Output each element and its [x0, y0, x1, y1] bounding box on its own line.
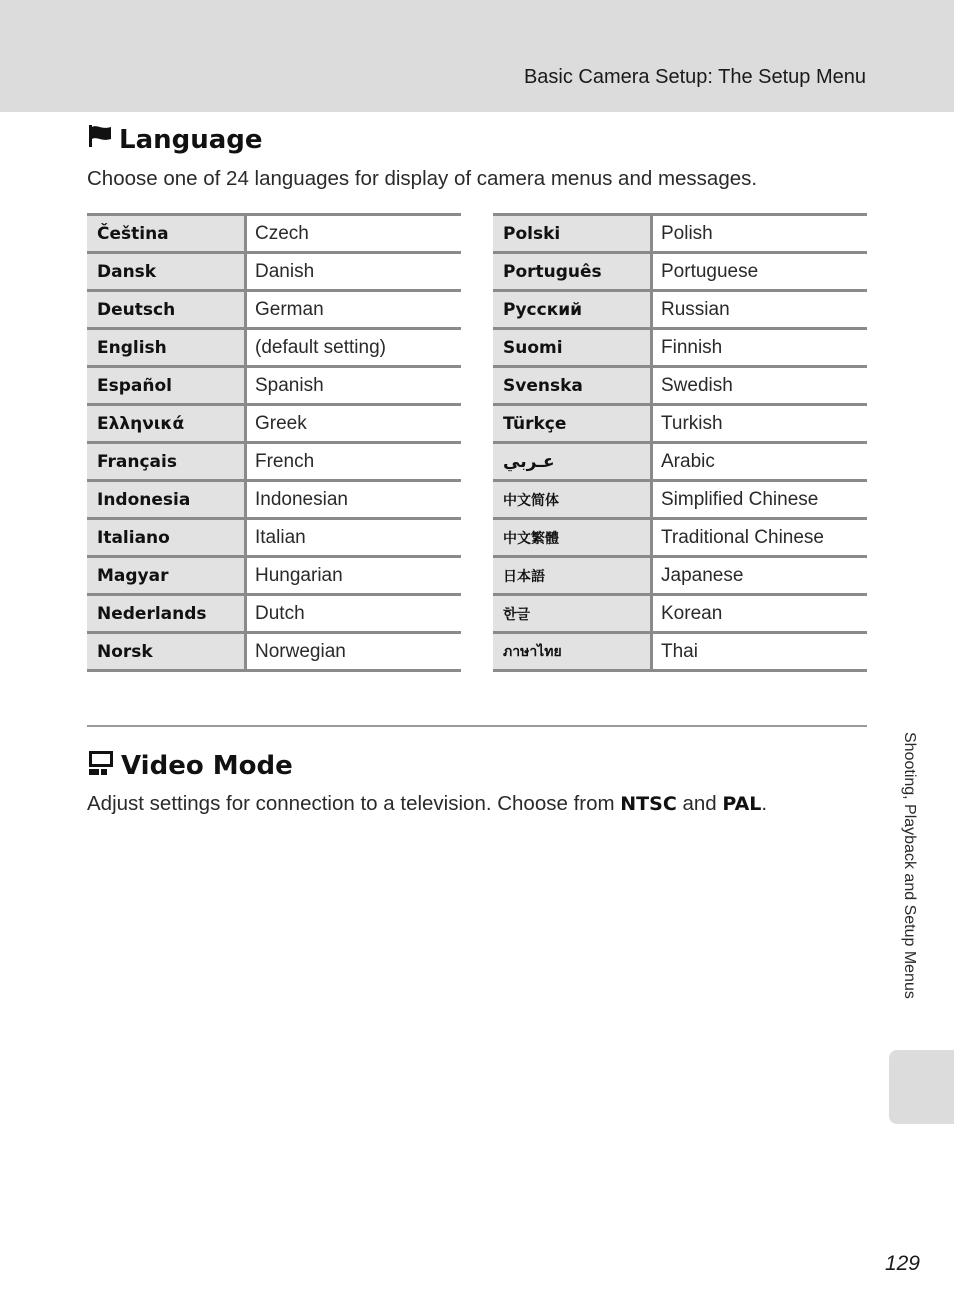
english-language-name: Japanese	[661, 564, 744, 586]
table-row	[87, 254, 461, 292]
video-mode-heading	[87, 748, 293, 783]
table-row	[87, 520, 461, 558]
native-language-name: Deutsch	[87, 292, 247, 327]
side-chapter-label: Shooting, Playback and Setup Menus	[901, 732, 918, 999]
english-language-name: Russian	[661, 298, 730, 320]
native-language-name: Türkçe	[493, 406, 653, 441]
english-language-name: Danish	[255, 260, 315, 282]
english-language-name: Traditional Chinese	[661, 526, 824, 548]
language-flag-icon	[87, 124, 113, 155]
section-divider	[87, 725, 867, 727]
video-mode-description	[87, 792, 767, 816]
side-chapter-tab	[889, 1050, 954, 1124]
native-language-name: Français	[87, 444, 247, 479]
native-language-name: عـربي	[493, 444, 653, 479]
native-language-name: Español	[87, 368, 247, 403]
video-desc-suffix: .	[761, 792, 768, 815]
english-language-name: (default setting)	[255, 336, 386, 358]
native-language-name: Magyar	[87, 558, 247, 593]
table-row	[87, 558, 461, 596]
english-language-name: Hungarian	[255, 564, 343, 586]
table-row	[493, 558, 867, 596]
english-language-name: Polish	[661, 222, 713, 244]
english-language-name: Norwegian	[255, 640, 346, 662]
table-row	[87, 330, 461, 368]
language-heading	[87, 124, 263, 155]
english-language-name: Indonesian	[255, 488, 348, 510]
native-language-name: Português	[493, 254, 653, 289]
native-language-name: Nederlands	[87, 596, 247, 631]
table-row	[87, 596, 461, 634]
video-desc-prefix: Adjust settings for connection to a television. Choose from	[87, 792, 621, 815]
english-language-name: Spanish	[255, 374, 324, 396]
native-language-name: 한글	[493, 596, 653, 631]
table-row	[493, 216, 867, 254]
native-language-name: Čeština	[87, 216, 247, 251]
video-mode-tv-icon	[87, 748, 115, 783]
table-row	[87, 292, 461, 330]
table-row	[493, 254, 867, 292]
table-row	[87, 406, 461, 444]
english-language-name: Thai	[661, 640, 698, 662]
english-language-name: German	[255, 298, 324, 320]
table-row	[87, 368, 461, 406]
native-language-name: Ελληνικά	[87, 406, 247, 441]
native-language-name: Polski	[493, 216, 653, 251]
page-number: 129	[884, 1252, 920, 1275]
native-language-name: Svenska	[493, 368, 653, 403]
video-mode-title: Video Mode	[121, 750, 293, 781]
table-row	[493, 444, 867, 482]
language-title: Language	[119, 124, 263, 155]
native-language-name: Italiano	[87, 520, 247, 555]
english-language-name: Turkish	[661, 412, 723, 434]
english-language-name: Portuguese	[661, 260, 759, 282]
table-row	[87, 216, 461, 254]
table-row	[493, 292, 867, 330]
native-language-name: English	[87, 330, 247, 365]
native-language-name: Suomi	[493, 330, 653, 365]
video-desc-middle: and	[676, 792, 723, 815]
english-language-name: Dutch	[255, 602, 305, 624]
english-language-name: Korean	[661, 602, 723, 624]
table-row	[493, 596, 867, 634]
english-language-name: Finnish	[661, 336, 723, 358]
ntsc-option: NTSC	[620, 793, 677, 815]
language-description: Choose one of 24 languages for display of camera menus and messages.	[87, 167, 758, 190]
pal-option: PAL	[722, 793, 762, 815]
english-language-name: Swedish	[661, 374, 733, 396]
table-row	[87, 482, 461, 520]
table-row	[87, 444, 461, 482]
table-row	[493, 406, 867, 444]
running-header: Basic Camera Setup: The Setup Menu	[523, 66, 866, 88]
table-row	[493, 330, 867, 368]
language-table-left	[87, 213, 461, 672]
native-language-name: 中文繁體	[493, 520, 653, 555]
english-language-name: Czech	[255, 222, 309, 244]
table-row	[493, 482, 867, 520]
native-language-name: Русский	[493, 292, 653, 327]
table-row	[493, 520, 867, 558]
native-language-name: Dansk	[87, 254, 247, 289]
english-language-name: Greek	[255, 412, 307, 434]
english-language-name: Arabic	[661, 450, 715, 472]
table-row	[87, 634, 461, 672]
native-language-name: 日本語	[493, 558, 653, 593]
native-language-name: Norsk	[87, 634, 247, 669]
table-row	[493, 634, 867, 672]
native-language-name: Indonesia	[87, 482, 247, 517]
header-band	[0, 0, 954, 112]
english-language-name: Italian	[255, 526, 306, 548]
native-language-name: 中文简体	[493, 482, 653, 517]
native-language-name: ภาษาไทย	[493, 634, 653, 669]
english-language-name: French	[255, 450, 315, 472]
table-row	[493, 368, 867, 406]
english-language-name: Simplified Chinese	[661, 488, 819, 510]
language-table-right	[493, 213, 867, 672]
